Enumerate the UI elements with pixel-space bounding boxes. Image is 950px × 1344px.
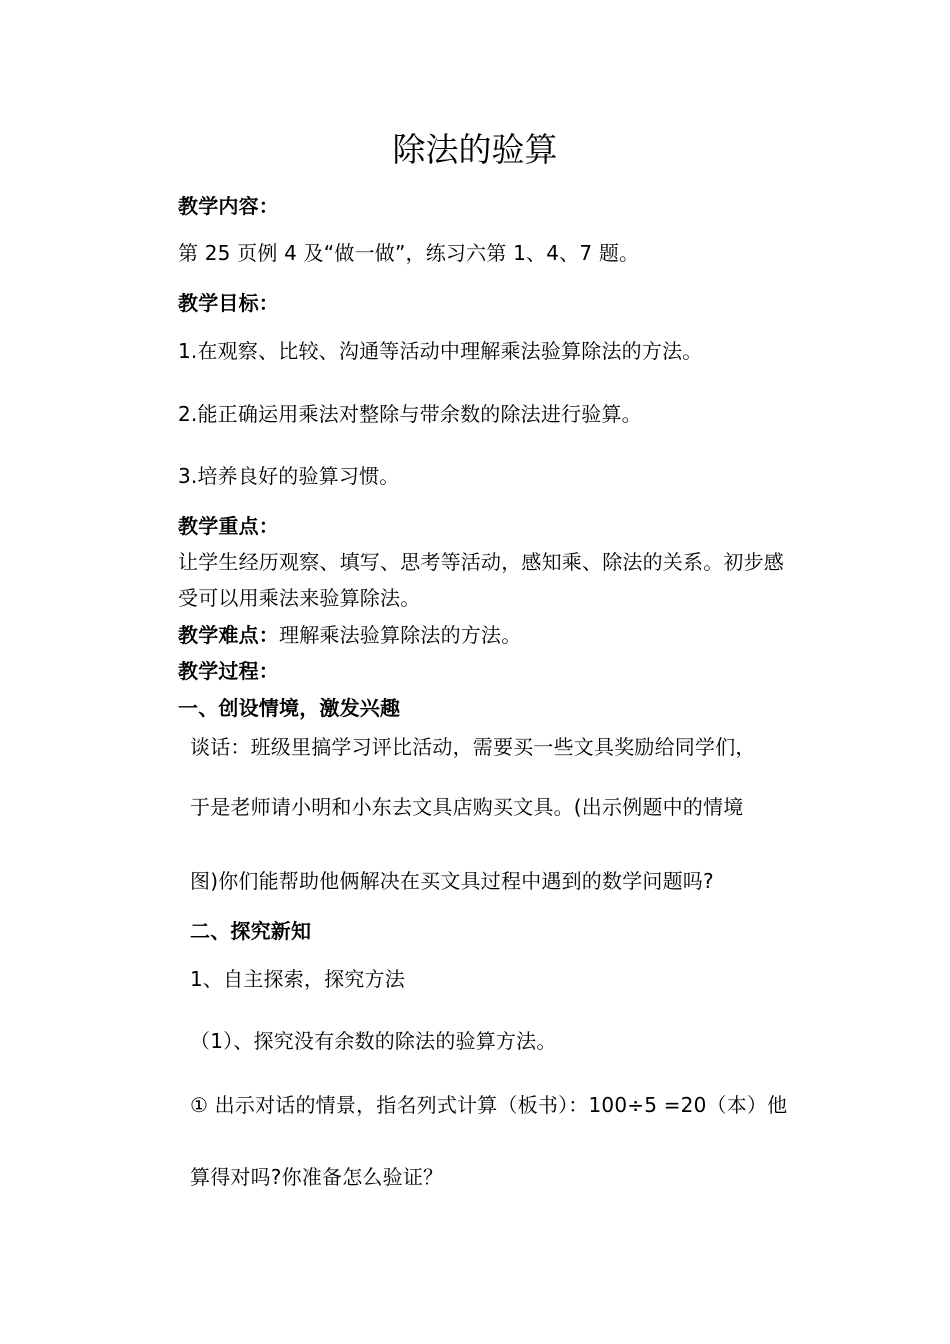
document-title: 除法的验算 [392,130,558,169]
focus-text-line-1: 让学生经历观察、填写、思考等活动，感知乘、除法的关系。初步感 [178,550,784,574]
step-1-line-1: ① 出示对话的情景，指名列式计算（板书）：100÷5 =20（本）他 [190,1093,788,1117]
section-2-heading: 二、探究新知 [190,919,312,943]
difficulty-row [178,621,521,649]
process-heading: 教学过程： [178,659,279,683]
focus-text-line-2: 受可以用乘法来验算除法。 [178,586,421,610]
goal-item-2: 2.能正确运用乘法对整除与带余数的除法进行验算。 [178,402,642,426]
section-1-line-3: 图)你们能帮助他俩解决在买文具过程中遇到的数学问题吗? [190,869,714,893]
section-1-line-1: 谈话：班级里搞学习评比活动，需要买一些文具奖励给同学们， [190,735,756,759]
difficulty-heading: 教学难点： [178,623,279,647]
content-heading: 教学内容： [178,194,279,218]
goals-heading: 教学目标： [178,291,279,315]
step-1-line-2: 算得对吗?你准备怎么验证？ [190,1165,444,1189]
subsection-1: 1、自主探索，探究方法 [190,967,405,991]
goal-item-1: 1.在观察、比较、沟通等活动中理解乘法验算除法的方法。 [178,339,703,363]
subsection-1-1: （1）、探究没有余数的除法的验算方法。 [190,1029,557,1053]
section-1-line-2: 于是老师请小明和小东去文具店购买文具。(出示例题中的情境 [190,795,744,819]
section-1-heading: 一、创设情境，激发兴趣 [178,696,401,720]
content-text: 第 25 页例 4 及“做一做”，练习六第 1、4、7 题。 [178,241,640,265]
difficulty-text: 理解乘法验算除法的方法。 [279,623,522,647]
goal-item-3: 3.培养良好的验算习惯。 [178,464,400,488]
focus-heading: 教学重点： [178,514,279,538]
